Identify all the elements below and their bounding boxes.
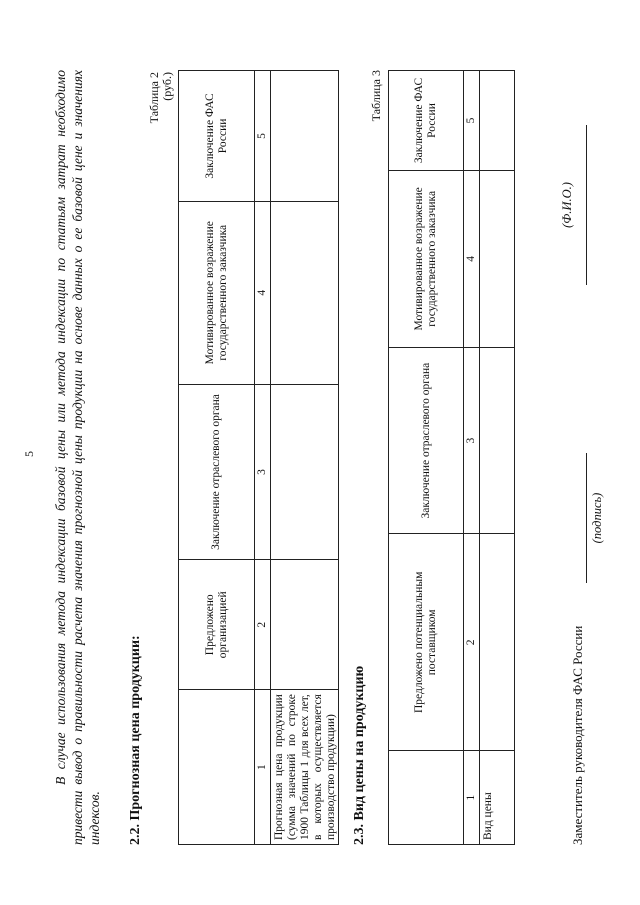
table-2-num-4: 4 bbox=[255, 201, 271, 384]
table-2 bbox=[178, 70, 339, 845]
table-2-data-row bbox=[271, 71, 339, 845]
table-2-cell-5 bbox=[271, 71, 339, 202]
table-2-cell-2 bbox=[271, 560, 339, 690]
table-2-unit: (руб.) bbox=[160, 72, 174, 101]
table-2-header-row bbox=[179, 71, 255, 845]
table-2-header-cell-5: Заключение ФАС России bbox=[179, 71, 255, 202]
signatory-role: Заместитель руководителя ФАС России bbox=[570, 625, 585, 845]
table-2-cell-4 bbox=[271, 201, 339, 384]
table-2-caption: Таблица 2 bbox=[147, 72, 161, 124]
table-3-header-cell-3: Заключение отраслевого органа bbox=[389, 347, 464, 534]
table-3-caption: Таблица 3 bbox=[369, 70, 383, 122]
table-3 bbox=[388, 70, 515, 845]
table-2-number-row bbox=[255, 71, 271, 845]
table-3-cell-3 bbox=[480, 347, 515, 534]
table-3-cell-4 bbox=[480, 170, 515, 347]
table-2-caption-block bbox=[148, 72, 174, 205]
table-3-header-cell-5: Заключение ФАС России bbox=[389, 71, 464, 171]
table-2-row-label: Прогнозная цена продукции (сумма значений по строке 1900 Таблицы 1 для всех лет, в которых осуществляется производство продукции) bbox=[271, 690, 339, 845]
table-3-cell-2 bbox=[480, 534, 515, 751]
table-3-header-cell-4: Мотивированное возражение государственного заказчика bbox=[389, 170, 464, 347]
table-2-header-cell-3: Заключение отраслевого органа bbox=[179, 384, 255, 560]
table-3-cell-5 bbox=[480, 71, 515, 171]
signature-line bbox=[586, 453, 587, 583]
table-2-num-5: 5 bbox=[255, 71, 271, 202]
table-3-num-2: 2 bbox=[464, 534, 480, 751]
page-number: 5 bbox=[22, 451, 36, 457]
section-2-3-heading: 2.3. Вид цены на продукцию bbox=[352, 665, 367, 845]
table-2-cell-3 bbox=[271, 384, 339, 560]
table-3-header-cell-2: Предложено потенциальным поставщиком bbox=[389, 534, 464, 751]
table-3-number-row bbox=[464, 71, 480, 845]
table-2-header-cell-2: Предложено организацией bbox=[179, 560, 255, 690]
table-2-num-1: 1 bbox=[255, 690, 271, 845]
table-2-num-2: 2 bbox=[255, 560, 271, 690]
table-3-header-cell-1 bbox=[389, 751, 464, 845]
name-line bbox=[586, 125, 587, 285]
intro-paragraph: В случае использования метода индексации базовой цены или метода индексации по статьям затрат необходимо привести вывод о правильности расчета значения прогнозной цены продукции на основе данных о ее базовой цене и значениях индексов. bbox=[53, 70, 102, 845]
table-3-data-row bbox=[480, 71, 515, 845]
table-3-num-1: 1 bbox=[464, 751, 480, 845]
table-2-num-3: 3 bbox=[255, 384, 271, 560]
table-3-header-row bbox=[389, 71, 464, 845]
table-3-num-5: 5 bbox=[464, 71, 480, 171]
table-3-num-4: 4 bbox=[464, 170, 480, 347]
table-3-row-label: Вид цены bbox=[480, 751, 515, 845]
table-2-header-cell-1 bbox=[179, 690, 255, 845]
table-2-header-cell-4: Мотивированное возражение государственного заказчика bbox=[179, 201, 255, 384]
section-2-2-heading: 2.2. Прогнозная цена продукции: bbox=[128, 635, 143, 845]
name-caption: (Ф.И.О.) bbox=[560, 182, 574, 228]
signature-caption: (подпись) bbox=[590, 492, 604, 544]
table-3-num-3: 3 bbox=[464, 347, 480, 534]
